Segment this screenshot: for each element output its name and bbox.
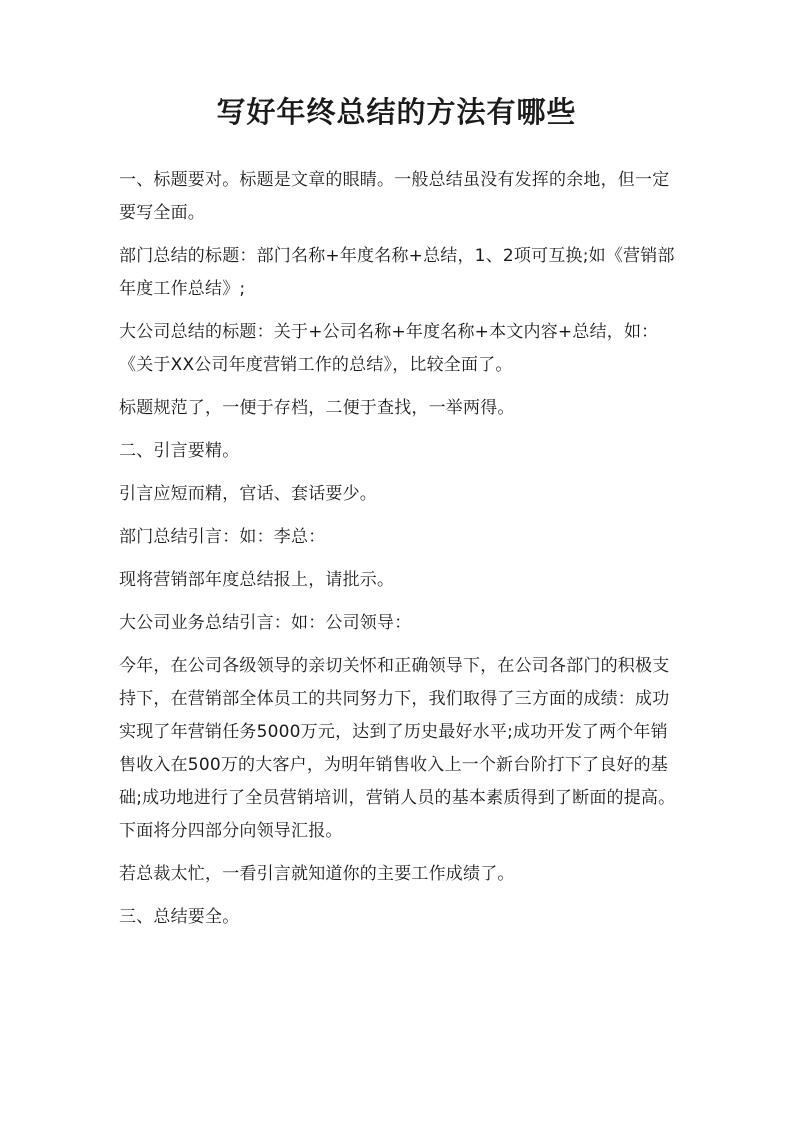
- document-title: 写好年终总结的方法有哪些: [216, 95, 577, 129]
- paragraph-intro-benefit: 若总裁太忙，一看引言就知道你的主要工作成绩了。: [119, 864, 515, 884]
- paragraph-department-intro: 部门总结引言：如：李总：: [119, 527, 326, 547]
- document-body: [119, 164, 679, 944]
- paragraph-intro-rule: 引言应短而精，官话、套话要少。: [119, 484, 377, 504]
- paragraph-company-intro-text: 今年，在公司各级领导的亲切关怀和正确领导下，在公司各部门的积极支持下，在营销部全体员工的共同努力下，我们取得了三方面的成绩：成功实现了年营销任务5000万元，达到了历史最好水平;成功开发了两个年销售收入在500万的大客户，为明年销售收入上一个新台阶打下了良好的基础;成功地进行了全员营销培训，营销人员的基本素质得到了断面的提高。下面将分四部分向领导汇报。: [119, 656, 676, 841]
- paragraph-department-intro-text: 现将营销部年度总结报上，请批示。: [119, 570, 395, 590]
- paragraph-summary-section: 三、总结要全。: [119, 907, 240, 927]
- paragraph-title-benefit: 标题规范了，一便于存档，二便于查找，一举两得。: [119, 398, 515, 418]
- paragraph-intro-section: 二、引言要精。: [119, 441, 240, 461]
- paragraph-company-title: 大公司总结的标题：关于+公司名称+年度名称+本文内容+总结，如：《关于XX公司年度营销工作的总结》，比较全面了。: [119, 322, 659, 375]
- paragraph-department-title: 部门总结的标题：部门名称+年度名称+总结，1、2项可互换;如《营销部年度工作总结》;: [119, 246, 675, 299]
- paragraph-company-intro: 大公司业务总结引言：如：公司领导：: [119, 613, 412, 633]
- paragraph-title-section: 一、标题要对。标题是文章的眼睛。一般总结虽没有发挥的余地，但一定要写全面。: [119, 170, 670, 223]
